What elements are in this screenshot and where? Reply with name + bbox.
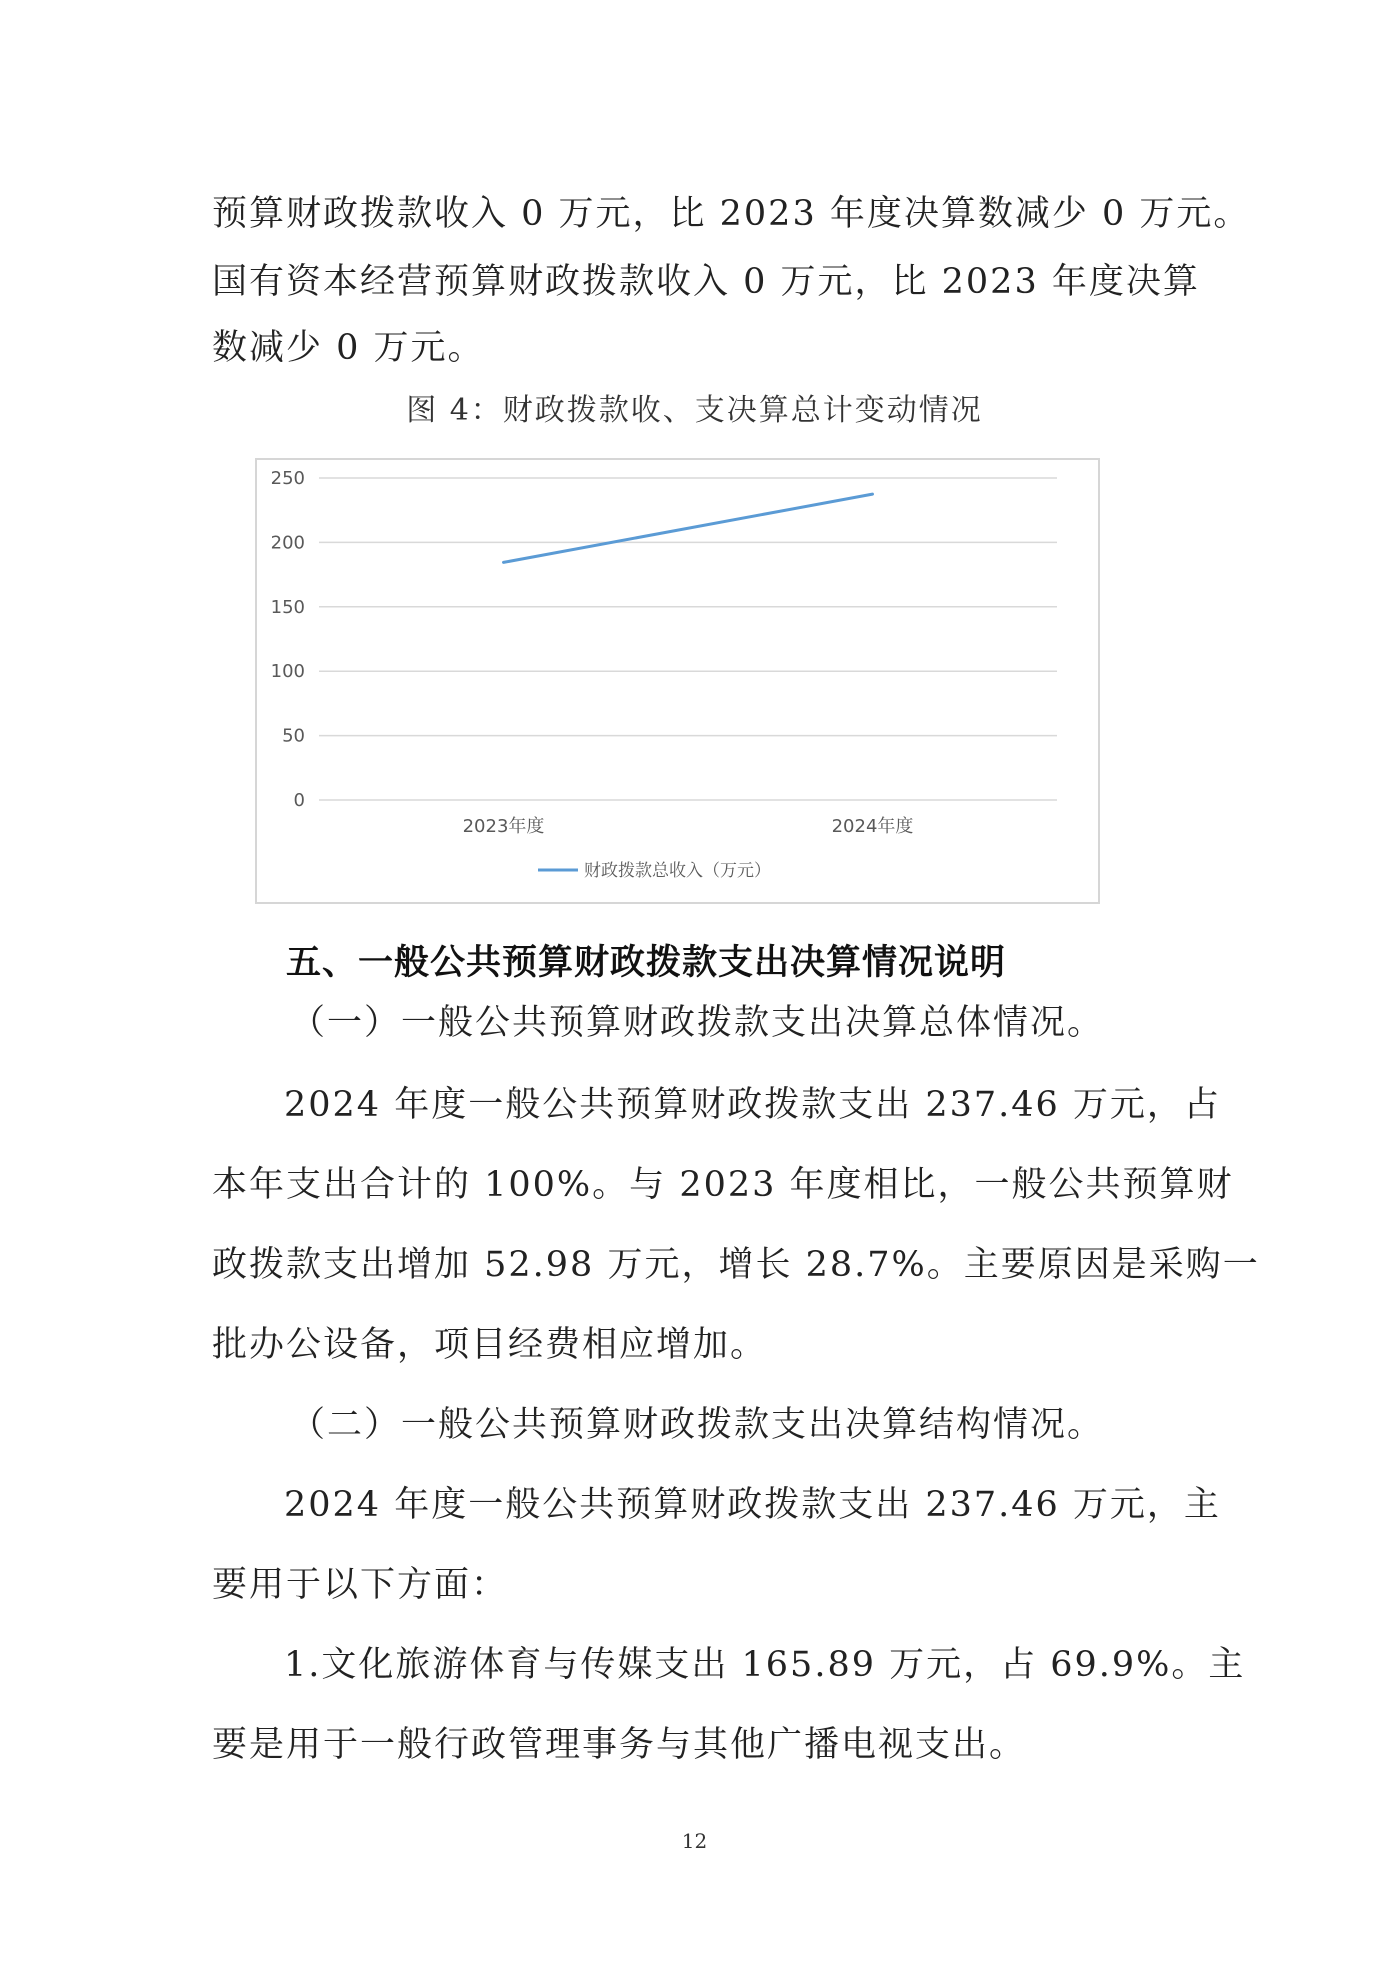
y-tick-label: 250: [270, 468, 305, 489]
legend-label: 财政拨款总收入（万元）: [584, 861, 771, 881]
series-line: [504, 494, 873, 562]
chart-frame: [255, 458, 1100, 904]
y-tick-label: 0: [293, 790, 305, 811]
paragraph-line: 批办公设备，项目经费相应增加。: [212, 1325, 768, 1365]
y-tick-label: 50: [282, 725, 305, 747]
x-tick-label: 2024年度: [831, 816, 914, 837]
section-heading: 五、一般公共预算财政拨款支出决算情况说明: [286, 943, 1007, 983]
paragraph-line: 预算财政拨款收入 0 万元，比 2023 年度决算数减少 0 万元。: [212, 194, 1251, 234]
subsection-heading: （一）一般公共预算财政拨款支出决算总体情况。: [290, 1003, 1105, 1043]
page-number: 12: [681, 1829, 708, 1853]
paragraph-line: 国有资本经营预算财政拨款收入 0 万元，比 2023 年度决算: [212, 262, 1200, 302]
paragraph-line: 2024 年度一般公共预算财政拨款支出 237.46 万元，主: [284, 1485, 1221, 1525]
subsection-heading: （二）一般公共预算财政拨款支出决算结构情况。: [290, 1405, 1105, 1445]
paragraph-line: 要用于以下方面：: [212, 1565, 509, 1605]
y-tick-label: 100: [270, 661, 305, 683]
x-tick-label: 2023年度: [462, 816, 545, 837]
paragraph-line: 要是用于一般行政管理事务与其他广播电视支出。: [212, 1725, 1027, 1765]
list-item: 1.文化旅游体育与传媒支出 165.89 万元，占 69.9%。主: [284, 1645, 1246, 1685]
paragraph-line: 政拨款支出增加 52.98 万元，增长 28.7%。主要原因是采购一: [212, 1245, 1260, 1285]
paragraph-line: 数减少 0 万元。: [212, 328, 485, 368]
y-tick-label: 200: [270, 532, 305, 554]
y-tick-label: 150: [270, 596, 305, 618]
paragraph-line: 2024 年度一般公共预算财政拨款支出 237.46 万元，占: [284, 1085, 1221, 1125]
figure-caption: 图 4：财政拨款收、支决算总计变动情况: [406, 393, 983, 428]
line-chart: [257, 460, 1098, 902]
paragraph-line: 本年支出合计的 100%。与 2023 年度相比，一般公共预算财: [212, 1165, 1234, 1205]
